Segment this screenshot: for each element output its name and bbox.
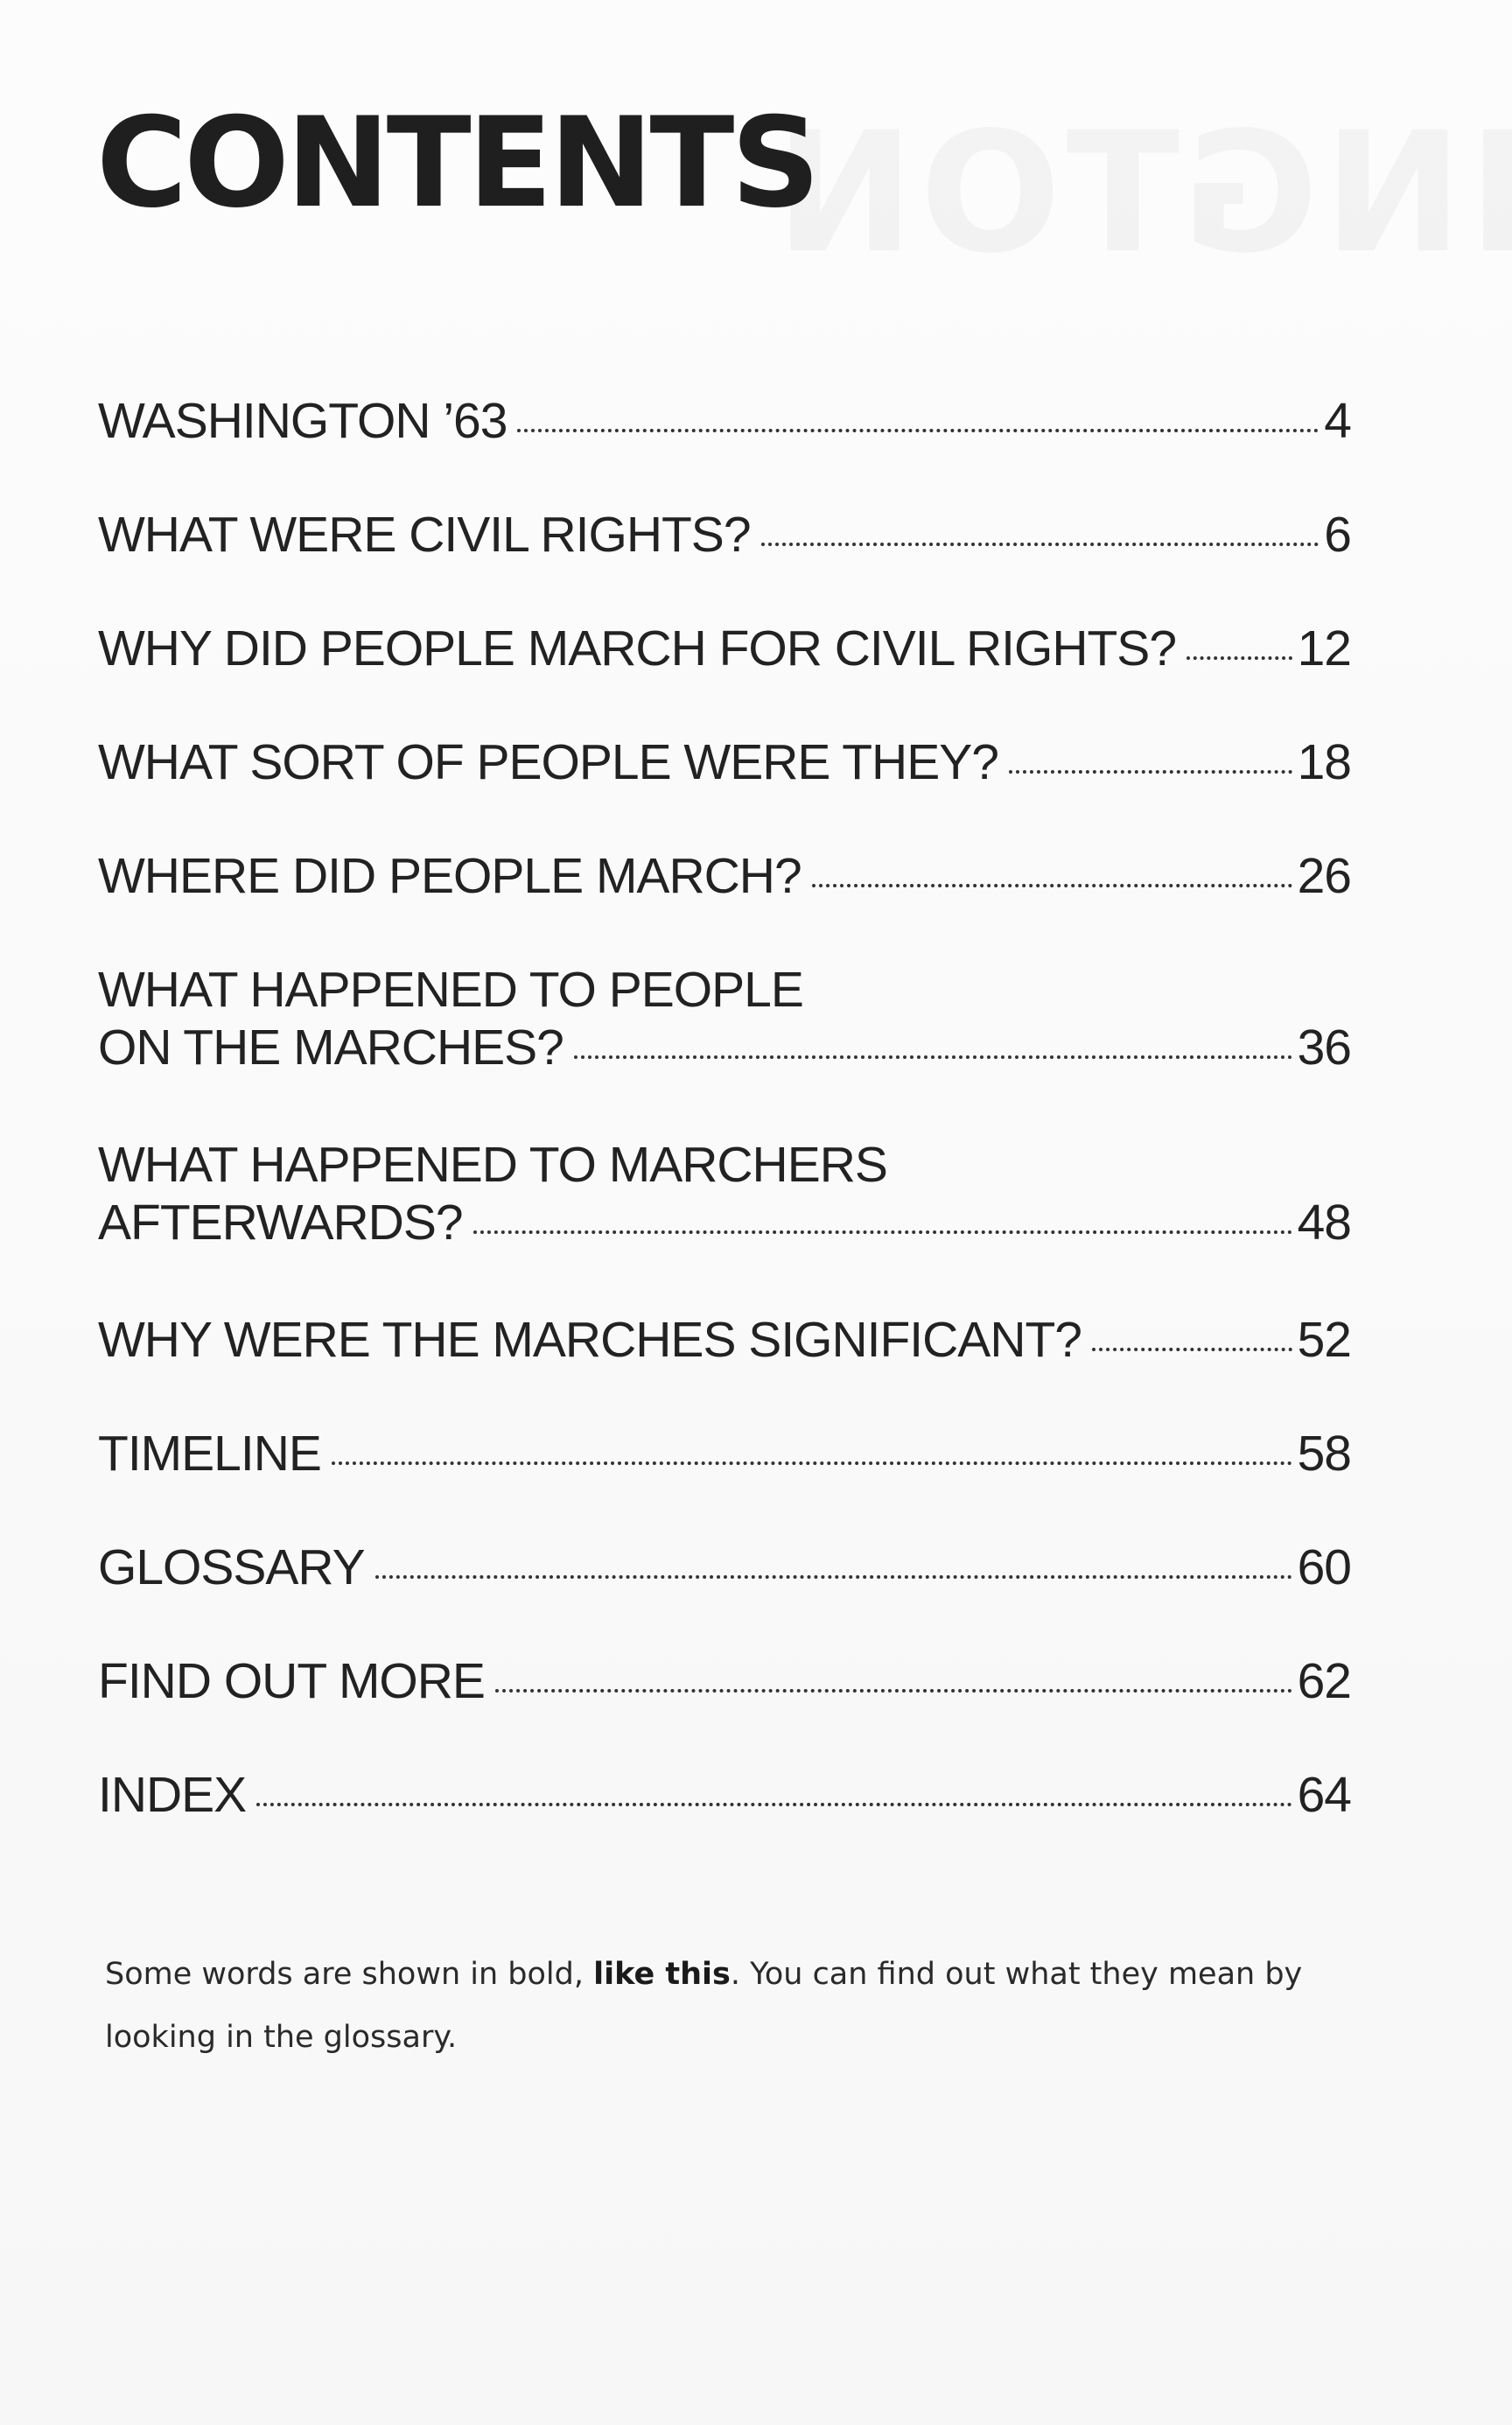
dot-leader [517, 425, 1319, 432]
dot-leader [1186, 653, 1292, 660]
toc-entry-text-block [98, 1136, 1351, 1251]
toc-entry-why-did-people-march[interactable] [98, 620, 1351, 677]
toc-entry-title-line2: AFTERWARDS? [98, 1195, 463, 1251]
dot-leader [375, 1572, 1292, 1579]
toc-entry-page: 26 [1297, 848, 1351, 904]
toc-entry-title: INDEX [98, 1767, 247, 1823]
note-text-after: . You can find out what they mean by looking in the glossary. [105, 1957, 1303, 2055]
dot-leader [1009, 767, 1292, 774]
toc-entry-page: 4 [1324, 393, 1351, 449]
toc-entry-page: 6 [1324, 507, 1351, 563]
toc-entry-title-line1: WHAT HAPPENED TO MARCHERS [98, 1137, 887, 1193]
toc-entry-title: WHERE DID PEOPLE MARCH? [98, 848, 802, 904]
dot-leader [812, 880, 1292, 887]
toc-entry-title: WHAT WERE CIVIL RIGHTS? [98, 507, 751, 563]
toc-entry-page: 48 [1297, 1195, 1351, 1251]
toc-entry-where-did-people-march[interactable] [98, 847, 1351, 905]
toc-entry-title: FIND OUT MORE [98, 1653, 485, 1709]
toc-entry-timeline[interactable] [98, 1425, 1351, 1482]
toc-entry-why-were-marches-significant[interactable] [98, 1311, 1351, 1369]
dot-leader [495, 1686, 1292, 1693]
toc-entry-index[interactable] [98, 1766, 1351, 1824]
toc-entry-title-line1: WHAT HAPPENED TO PEOPLE [98, 962, 803, 1018]
toc-entry-last-line [98, 1019, 1351, 1076]
toc-entry-what-were-civil-rights[interactable] [98, 506, 1351, 564]
toc-entry-title: TIMELINE [98, 1426, 321, 1482]
toc-entry-page: 52 [1297, 1312, 1351, 1368]
toc-entry-page: 36 [1297, 1020, 1351, 1076]
toc-entry-title: WHY WERE THE MARCHES SIGNIFICANT? [98, 1312, 1082, 1368]
show-through-text [770, 96, 1512, 290]
toc-entry-title: WHAT SORT OF PEOPLE WERE THEY? [98, 734, 998, 790]
dot-leader [332, 1458, 1292, 1465]
toc-entry-page: 18 [1297, 734, 1351, 790]
dot-leader [256, 1799, 1292, 1806]
toc-entry-page: 64 [1297, 1767, 1351, 1823]
toc-entry-title: WASHINGTON ’63 [98, 393, 508, 449]
toc-entry-title-line2: ON THE MARCHES? [98, 1020, 564, 1076]
toc-entry-what-sort-of-people[interactable] [98, 733, 1351, 791]
toc-entry-washington-63[interactable] [98, 392, 1351, 450]
bold-words-note [105, 1943, 1365, 2069]
note-text-before: Some words are shown in bold, [105, 1957, 594, 1992]
toc-entry-page: 58 [1297, 1426, 1351, 1482]
toc-entry-glossary[interactable] [98, 1538, 1351, 1596]
toc-entry-page: 12 [1297, 620, 1351, 676]
page-title: CONTENTS [96, 91, 817, 235]
toc-entry-title: GLOSSARY [98, 1539, 365, 1595]
toc-entry-find-out-more[interactable] [98, 1652, 1351, 1710]
dot-leader [1092, 1344, 1292, 1351]
toc-entry-page: 62 [1297, 1653, 1351, 1709]
toc-entry-title: WHY DID PEOPLE MARCH FOR CIVIL RIGHTS? [98, 620, 1177, 676]
toc-entry-what-happened-to-marchers[interactable] [98, 1136, 1351, 1251]
dot-leader [761, 539, 1320, 546]
toc-entry-text-block [98, 961, 1351, 1076]
dot-leader [574, 1052, 1292, 1059]
note-bold-example: like this [593, 1957, 731, 1992]
toc-entry-what-happened-to-people[interactable] [98, 961, 1351, 1076]
toc-entry-page: 60 [1297, 1539, 1351, 1595]
dot-leader [473, 1227, 1292, 1234]
toc-entry-last-line [98, 1194, 1351, 1251]
